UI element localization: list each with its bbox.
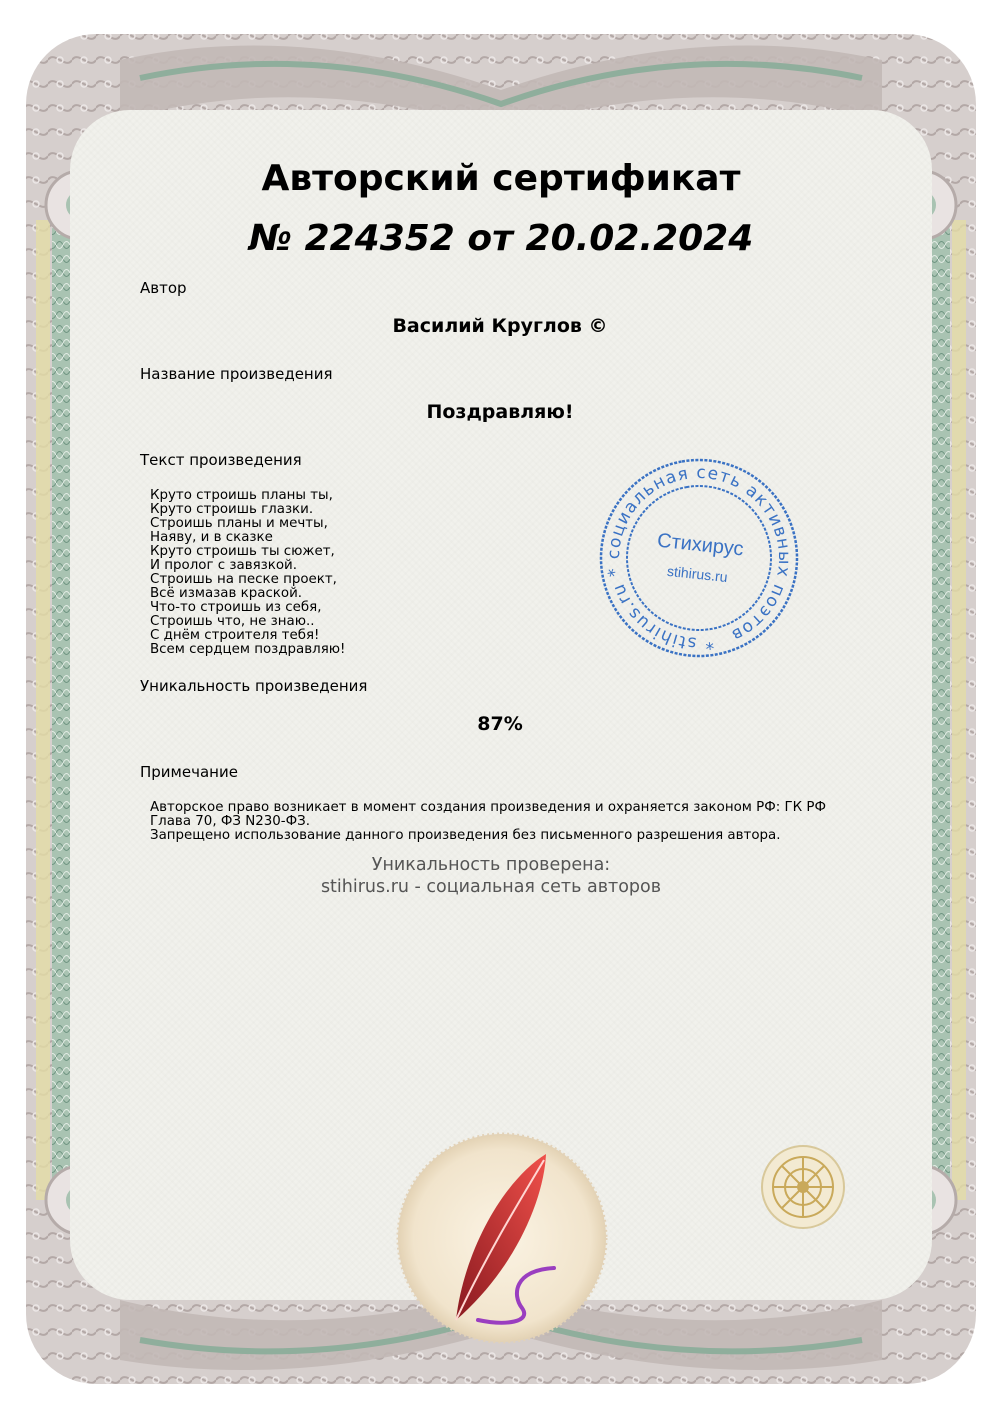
verification-line-1: Уникальность проверена: (371, 855, 611, 875)
poem-line: И пролог с завязкой. (150, 558, 298, 573)
uniqueness-label: Уникальность произведения (140, 677, 368, 695)
certificate-title: Авторский сертификат (261, 158, 741, 199)
stihirus-stamp (596, 455, 802, 661)
uniqueness-value: 87% (477, 713, 523, 735)
work-text-label: Текст произведения (140, 451, 302, 469)
poem-line: Наяву, и в сказке (150, 530, 273, 545)
poem-line: Всё измазав краской. (150, 586, 303, 601)
poem-line: Строишь на песке проект, (150, 572, 337, 587)
poem-line: Что-то строишь из себя, (150, 600, 322, 615)
certificate-paper (70, 110, 932, 1300)
note-label: Примечание (140, 763, 238, 781)
certificate-number: № 224352 от 20.02.2024 (248, 218, 754, 259)
work-title: Поздравляю! (426, 401, 574, 423)
stamp-ring-text: * stihirus.ru * социальная сеть активных поэтов (603, 462, 795, 654)
verification-line-2: stihirus.ru - социальная сеть авторов (320, 877, 662, 897)
note-line-1: Авторское право возникает в момент создания произведения и охраняется законом РФ: ГК РФ Глава 70, ФЗ N230-ФЗ. (150, 800, 827, 829)
author-name: Василий Круглов © (392, 315, 608, 337)
stamp-center-site: stihirus.ru (666, 562, 729, 586)
poem-text (150, 489, 345, 657)
poem-line: С днём строителя тебя! (150, 628, 320, 643)
poem-line: Строишь что, не знаю.. (150, 614, 315, 629)
poem-line: Круто строишь планы ты, (150, 488, 333, 503)
gold-rosette-icon (760, 1144, 846, 1230)
note-text (150, 801, 840, 843)
author-label: Автор (140, 279, 187, 297)
poem-line: Строишь планы и мечты, (150, 516, 328, 531)
verification-note (0, 854, 982, 898)
stamp-center-name: Стихирус (656, 529, 745, 561)
quill-seal-icon (394, 1130, 610, 1346)
work-title-label: Название произведения (140, 365, 333, 383)
poem-line: Круто строишь ты сюжет, (150, 544, 335, 559)
note-line-2: Запрещено использование данного произведения без письменного разрешения автора. (150, 828, 781, 843)
poem-line: Всем сердцем поздравляю! (150, 642, 346, 657)
poem-line: Круто строишь глазки. (150, 502, 314, 517)
